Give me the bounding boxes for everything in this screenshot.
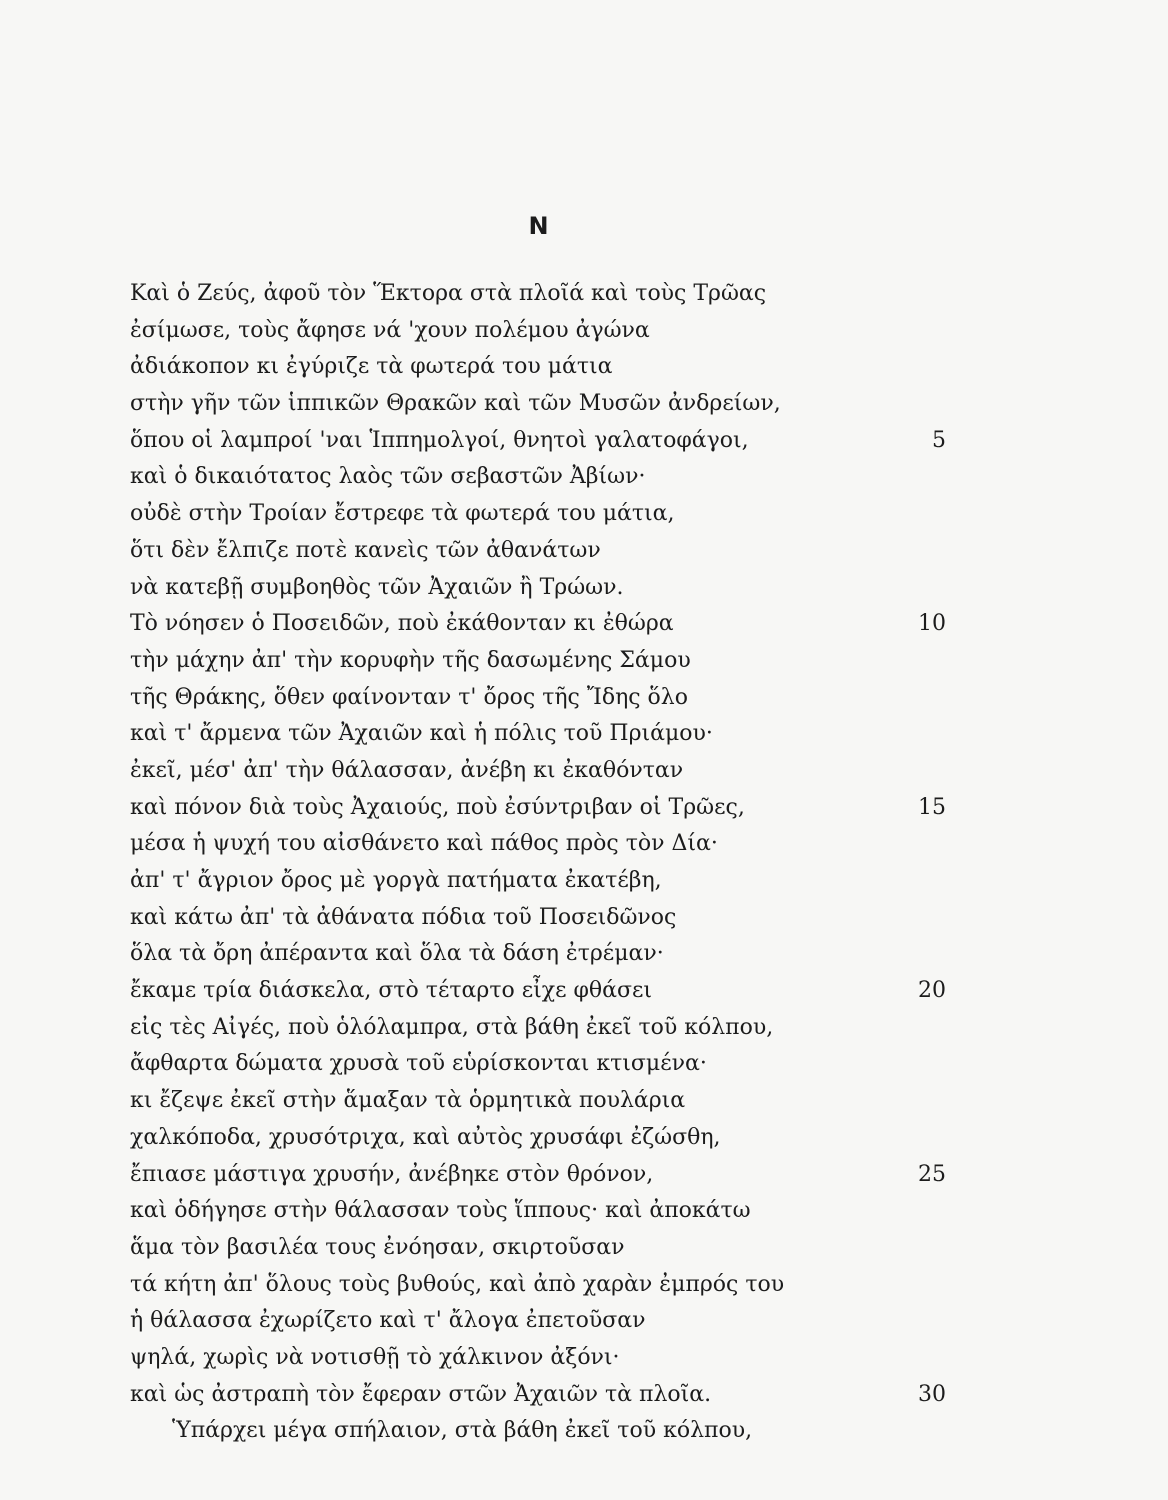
verse-line: [130, 900, 960, 937]
verse-line: [130, 1340, 960, 1377]
verse-text: χαλκόποδα, χρυσότριχα, καὶ αὐτὸς χρυσάφι ἐζώσθη,: [130, 1124, 721, 1150]
verse-line: [130, 1157, 960, 1194]
verse-text: καὶ κάτω ἀπ' τὰ ἀθάνατα πόδια τοῦ Ποσειδῶνος: [130, 904, 677, 930]
verse-text: εἰς τὲς Αἰγές, ποὺ ὁλόλαμπρα, στὰ βάθη ἐκεῖ τοῦ κόλπου,: [130, 1014, 774, 1040]
verse-line: [130, 716, 960, 753]
verse-line: [130, 496, 960, 533]
book-letter-heading: N: [528, 212, 550, 240]
verse-text: καὶ ὡς ἀστραπὴ τὸν ἔφεραν στῶν Ἀχαιῶν τὰ πλοῖα.: [130, 1381, 712, 1407]
verse-text: ἄφθαρτα δώματα χρυσὰ τοῦ εὑρίσκονται κτισμένα·: [130, 1051, 707, 1077]
verse-line: [130, 276, 960, 313]
verse-text: ἀπ' τ' ἄγριον ὄρος μὲ γοργὰ πατήματα ἐκατέβη,: [130, 868, 662, 893]
verse-line: [130, 349, 960, 386]
verse-text: καὶ τ' ἄρμενα τῶν Ἀχαιῶν καὶ ἡ πόλις τοῦ Πριάμου·: [130, 721, 713, 747]
line-number: 20: [918, 978, 946, 1004]
verse-line: [130, 1230, 960, 1267]
verse-text: τὴν μάχην ἀπ' τὴν κορυφὴν τῆς δασωμένης Σάμου: [130, 647, 691, 673]
verse-text: οὐδὲ στὴν Τροίαν ἔστρεφε τὰ φωτερά του μάτια,: [130, 501, 675, 527]
verse-line: [130, 1046, 960, 1083]
verse-line: [130, 423, 960, 460]
verse-line: [130, 680, 960, 717]
verse-line: [130, 386, 960, 423]
verse-text: καὶ ὁδήγησε στὴν θάλασσαν τοὺς ἵππους· καὶ ἀποκάτω: [130, 1198, 751, 1224]
verse-text: νὰ κατεβῇ συμβοηθὸς τῶν Ἀχαιῶν ἢ Τρώων.: [130, 574, 624, 600]
verse-text: ἔπιασε μάστιγα χρυσήν, ἀνέβηκε στὸν θρόνον,: [130, 1161, 654, 1187]
verse-line: [130, 606, 960, 643]
verse-line: [130, 313, 960, 350]
verse-text: ἀδιάκοπον κι ἐγύριζε τὰ φωτερά του μάτια: [130, 354, 613, 380]
verse-line: [130, 753, 960, 790]
line-number: 5: [932, 427, 946, 453]
verse-text: μέσα ἡ ψυχή του αἰσθάνετο καὶ πάθος πρὸς τὸν Δία·: [130, 831, 718, 857]
verse-line: [130, 1193, 960, 1230]
verse-text: κι ἔζεψε ἐκεῖ στὴν ἅμαξαν τὰ ὁρμητικὰ πουλάρια: [130, 1088, 686, 1114]
verse-line: [130, 1010, 960, 1047]
verse-line: [130, 826, 960, 863]
verse-text: καὶ ὁ δικαιότατος λαὸς τῶν σεβαστῶν Ἀβίων·: [130, 464, 646, 490]
verse-text: ὅπου οἱ λαμπροί 'ναι Ἱππημολγοί, θνητοὶ γαλατοφάγοι,: [130, 427, 749, 453]
verse-line: [130, 1120, 960, 1157]
verse-text: ἔκαμε τρία διάσκελα, στὸ τέταρτο εἶχε φθάσει: [130, 978, 653, 1004]
verse-line: [130, 790, 960, 827]
poem-text: [130, 276, 960, 1450]
line-number: 30: [918, 1381, 946, 1407]
verse-text: Τὸ νόησεν ὁ Ποσειδῶν, ποὺ ἐκάθονταν κι ἐθώρα: [130, 611, 674, 637]
verse-text: ψηλά, χωρὶς νὰ νοτισθῇ τὸ χάλκινον ἀξόνι·: [130, 1344, 620, 1370]
verse-text: Ὑπάρχει μέγα σπήλαιον, στὰ βάθη ἐκεῖ τοῦ κόλπου,: [172, 1418, 753, 1444]
verse-line: [130, 1377, 960, 1414]
verse-line: [130, 459, 960, 496]
line-number: 25: [918, 1161, 946, 1187]
verse-text: ὅλα τὰ ὄρη ἀπέραντα καὶ ὅλα τὰ δάση ἐτρέμαν·: [130, 941, 664, 967]
verse-line: [130, 863, 960, 900]
verse-line: [130, 973, 960, 1010]
verse-text: Καὶ ὁ Ζεύς, ἀφοῦ τὸν Ἕκτορα στὰ πλοῖά καὶ τοὺς Τρῶας: [130, 281, 767, 306]
line-number: 10: [918, 611, 946, 637]
verse-text: ὅτι δὲν ἔλπιζε ποτὲ κανεὶς τῶν ἀθανάτων: [130, 537, 601, 563]
verse-line: [130, 1303, 960, 1340]
verse-text: στὴν γῆν τῶν ἱππικῶν Θρακῶν καὶ τῶν Μυσῶν ἀνδρείων,: [130, 391, 781, 417]
verse-line: [130, 936, 960, 973]
verse-line: [130, 1267, 960, 1304]
verse-text: ἐσίμωσε, τοὺς ἄφησε νά 'χουν πολέμου ἀγώνα: [130, 317, 650, 343]
verse-line: [130, 570, 960, 607]
verse-text: ἅμα τὸν βασιλέα τους ἐνόησαν, σκιρτοῦσαν: [130, 1234, 625, 1260]
verse-text: ἡ θάλασσα ἐχωρίζετο καὶ τ' ἄλογα ἐπετοῦσαν: [130, 1308, 646, 1334]
verse-line: [130, 643, 960, 680]
verse-text: τῆς Θράκης, ὅθεν φαίνονταν τ' ὄρος τῆς Ἴδης ὅλο: [130, 684, 688, 710]
verse-line: [130, 1083, 960, 1120]
verse-text: ἐκεῖ, μέσ' ἀπ' τὴν θάλασσαν, ἀνέβη κι ἐκαθόνταν: [130, 757, 684, 783]
verse-text: τά κήτη ἀπ' ὅλους τοὺς βυθούς, καὶ ἀπὸ χαρὰν ἐμπρός του: [130, 1271, 785, 1297]
line-number: 15: [918, 794, 946, 820]
verse-line: [130, 1413, 960, 1450]
verse-text: καὶ πόνον διὰ τοὺς Ἀχαιούς, ποὺ ἐσύντριβαν οἱ Τρῶες,: [130, 794, 745, 820]
verse-line: [130, 533, 960, 570]
